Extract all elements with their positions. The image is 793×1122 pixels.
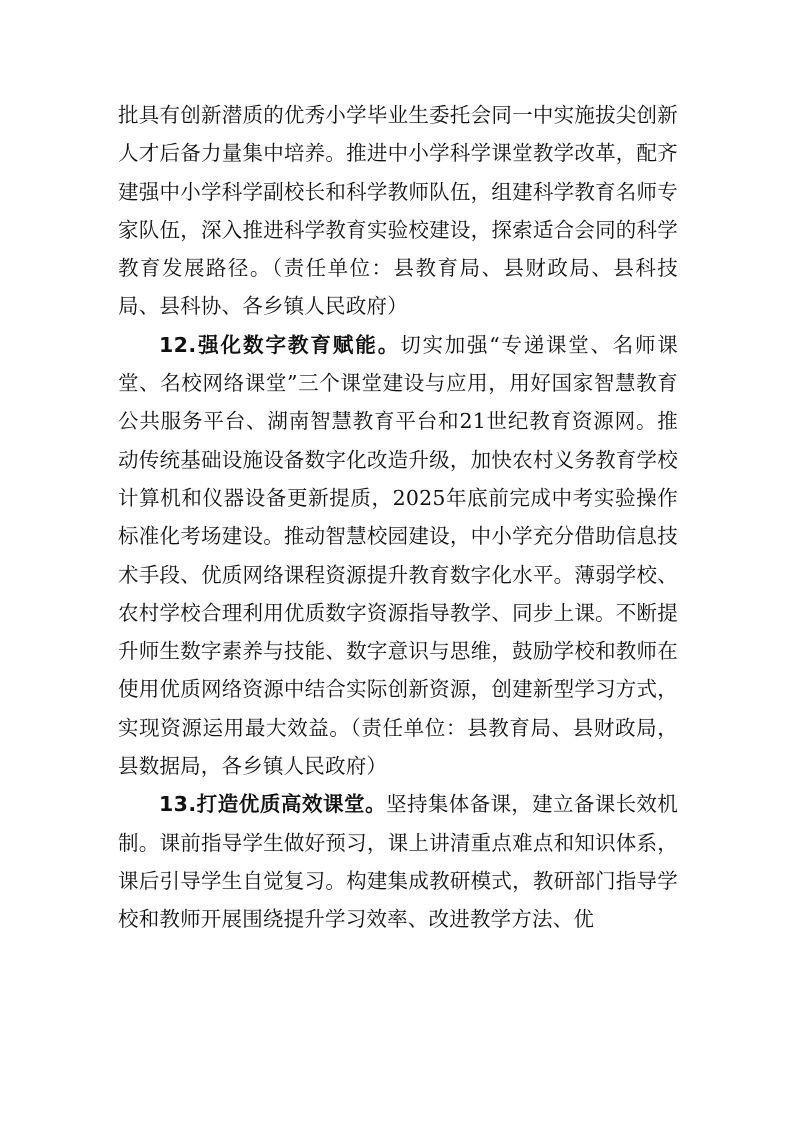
paragraph-item-12 bbox=[118, 326, 678, 786]
paragraph-text: 坚持集体备课，建立备课长效机制。课前指导学生做好预习，课上讲清重点难点和知识体系，课后引导学生自觉复习。构建集成教研模式，教研部门指导学校和教师开展围绕提升学习效率、改进教学方法、优 bbox=[118, 792, 678, 932]
paragraph-text: 批具有创新潜质的优秀小学毕业生委托会同一中实施拔尖创新人才后备力量集中培养。推进中小学科学课堂教学改革，配齐建强中小学科学副校长和科学教师队伍，组建科学教育名师专家队伍，深入推进科学教育实验校建设，探索适合会同的科学教育发展路径。（责任单位：县教育局、县财政局、县科技局、县科协、各乡镇人民政府） bbox=[118, 103, 678, 319]
paragraph-continued bbox=[118, 96, 678, 326]
paragraph-text: 切实加强“专递课堂、名师课堂、名校网络课堂”三个课堂建设与应用，用好国家智慧教育公共服务平台、湖南智慧教育平台和21世纪教育资源网。推动传统基础设施设备数字化改造升级，加快农村义务教育学校计算机和仪器设备更新提质，2025年底前完成中考实验操作标准化考场建设。推动智慧校园建设，中小学充分借助信息技术手段、优质网络课程资源提升教育数字化水平。薄弱学校、农村学校合理利用优质数字资源指导教学、同步上课。不断提升师生数字素养与技能、数字意识与思维，鼓励学校和教师在使用优质网络资源中结合实际创新资源，创建新型学习方式，实现资源运用最大效益。（责任单位：县教育局、县财政局，县数据局，各乡镇人民政府） bbox=[118, 332, 678, 779]
document-body bbox=[118, 96, 678, 939]
paragraph-item-13 bbox=[118, 785, 678, 938]
paragraph-heading: 12.强化数字教育赋能。 bbox=[159, 332, 401, 357]
paragraph-heading: 13.打造优质高效课堂。 bbox=[159, 792, 387, 817]
